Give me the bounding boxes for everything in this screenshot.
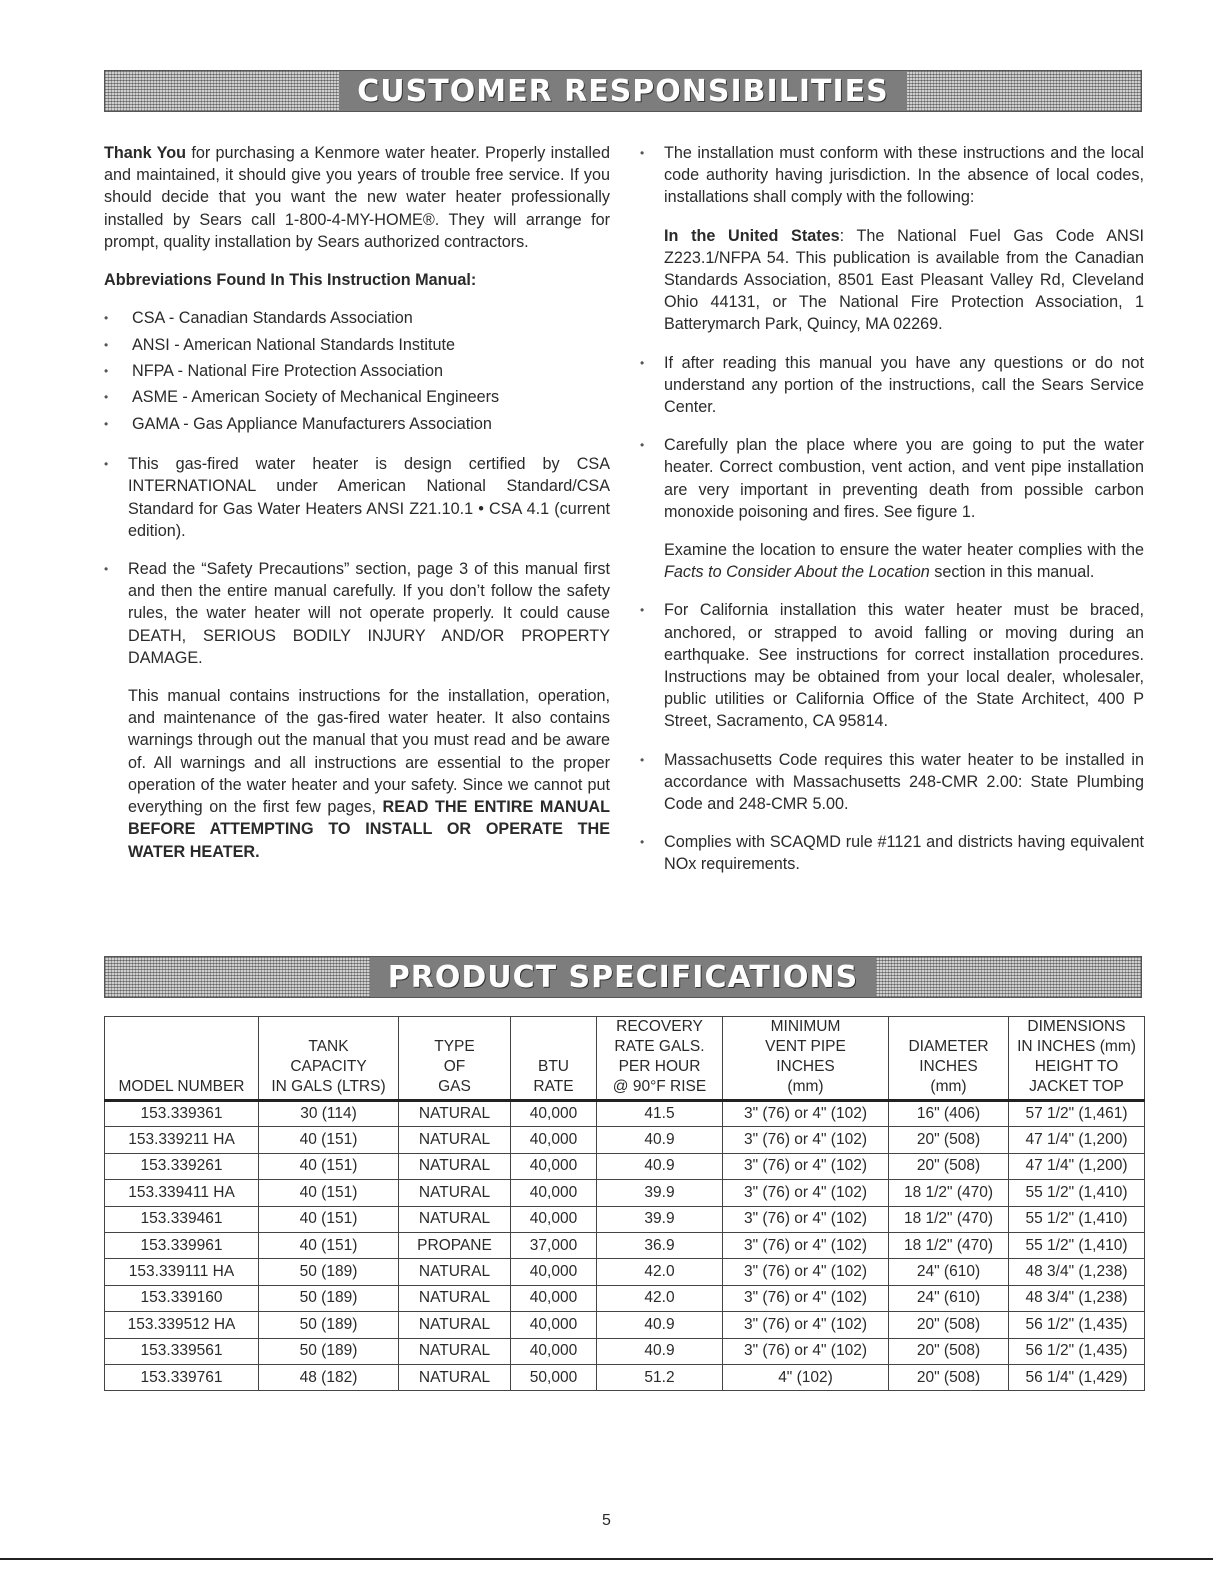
- cell-recovery-rate: 42.0: [597, 1285, 723, 1311]
- specifications-table: [104, 1016, 1145, 1391]
- cell-height-to-jacket-top: 47 1/4" (1,200): [1009, 1127, 1145, 1153]
- cell-diameter: 20" (508): [889, 1338, 1009, 1364]
- manual-contains-text: This manual contains instructions for the installation, operation, and maintenance of the gas-fired water heater. It also contains warnings through out the manual that you must read and be aware of. All warnings and all instructions are essential to the proper operation of the water heater and your safety. Since we cannot put everything on the first few pages,: [128, 687, 610, 817]
- cell-gas-type: NATURAL: [399, 1364, 511, 1390]
- cell-tank-capacity: 50 (189): [259, 1259, 399, 1285]
- cell-model-number: 153.339361: [105, 1101, 259, 1127]
- column-header-line: BTU: [538, 1058, 569, 1075]
- table-row: [105, 1312, 1145, 1338]
- bottom-rule: [0, 1558, 1213, 1560]
- product-specifications-banner: [104, 956, 1142, 998]
- cell-diameter: 16" (406): [889, 1101, 1009, 1127]
- cell-tank-capacity: 48 (182): [259, 1364, 399, 1390]
- column-header-gas-type: [399, 1017, 511, 1101]
- cell-height-to-jacket-top: 56 1/2" (1,435): [1009, 1312, 1145, 1338]
- cell-tank-capacity: 40 (151): [259, 1127, 399, 1153]
- cell-recovery-rate: 36.9: [597, 1232, 723, 1258]
- column-header-recovery-rate: [597, 1017, 723, 1101]
- united-states-text: : The National Fuel Gas Code ANSI Z223.1/NFPA 54. This publication is available from the Canadian Standards Association, 8501 East Pleasant Valley Rd, Cleveland Ohio 44131, or The National Fire Protection Association, 1 Batterymarch Park, Quincy, MA 02269.: [664, 226, 1144, 334]
- column-header-line: (mm): [787, 1078, 824, 1095]
- cell-vent-pipe: 3" (76) or 4" (102): [723, 1285, 889, 1311]
- cell-vent-pipe: 3" (76) or 4" (102): [723, 1206, 889, 1232]
- cell-gas-type: PROPANE: [399, 1232, 511, 1258]
- page-number: 5: [602, 1512, 611, 1529]
- cell-model-number: 153.339961: [105, 1232, 259, 1258]
- cell-height-to-jacket-top: 55 1/2" (1,410): [1009, 1206, 1145, 1232]
- cell-height-to-jacket-top: 56 1/4" (1,429): [1009, 1364, 1145, 1390]
- examine-pre: Examine the location to ensure the water heater complies with the: [664, 541, 1144, 560]
- abbreviations-list: [104, 305, 610, 437]
- cell-height-to-jacket-top: 56 1/2" (1,435): [1009, 1338, 1145, 1364]
- intro-paragraph: [104, 142, 610, 253]
- plan-place-paragraph: • Carefully plan the place where you are going to put the water heater. Correct combustion, vent action, and vent pipe installation are very important in preventing death from possible carbon monoxide poisoning and fires. See figure 1.: [640, 434, 1144, 523]
- intro-bold: Thank You: [104, 144, 187, 162]
- cell-btu-rate: 50,000: [511, 1364, 597, 1390]
- cell-height-to-jacket-top: 47 1/4" (1,200): [1009, 1153, 1145, 1179]
- column-header-line: IN INCHES (mm): [1017, 1038, 1136, 1055]
- manual-contains-paragraph: [104, 685, 610, 863]
- cell-btu-rate: 40,000: [511, 1312, 597, 1338]
- cell-gas-type: NATURAL: [399, 1180, 511, 1206]
- column-header-line: MODEL NUMBER: [118, 1078, 245, 1095]
- cell-gas-type: NATURAL: [399, 1101, 511, 1127]
- cell-recovery-rate: 39.9: [597, 1206, 723, 1232]
- column-header-line: HEIGHT TO: [1034, 1058, 1119, 1075]
- column-header-line: @ 90°F RISE: [612, 1078, 707, 1095]
- cell-model-number: 153.339761: [105, 1364, 259, 1390]
- examine-italic: Facts to Consider About the Location: [664, 563, 930, 582]
- questions-paragraph: • If after reading this manual you have any questions or do not understand any portion of the instructions, call the Sears Service Center.: [640, 352, 1144, 419]
- list-item: • GAMA - Gas Appliance Manufacturers Association: [104, 411, 610, 437]
- table-row: [105, 1364, 1145, 1390]
- cell-recovery-rate: 40.9: [597, 1312, 723, 1338]
- list-item: • ASME - American Society of Mechanical Engineers: [104, 384, 610, 410]
- column-header-line: GAS: [438, 1078, 471, 1095]
- cell-gas-type: NATURAL: [399, 1206, 511, 1232]
- right-column: [640, 142, 1144, 876]
- cell-tank-capacity: 50 (189): [259, 1312, 399, 1338]
- column-header-line: TYPE: [434, 1038, 475, 1055]
- examine-location-paragraph: [640, 539, 1144, 583]
- column-header-line: INCHES: [776, 1058, 835, 1075]
- left-column: [104, 142, 610, 863]
- column-header-line: PER HOUR: [618, 1058, 701, 1075]
- cell-btu-rate: 40,000: [511, 1153, 597, 1179]
- cell-vent-pipe: 3" (76) or 4" (102): [723, 1232, 889, 1258]
- cell-btu-rate: 40,000: [511, 1285, 597, 1311]
- cell-vent-pipe: 3" (76) or 4" (102): [723, 1259, 889, 1285]
- cell-diameter: 18 1/2" (470): [889, 1206, 1009, 1232]
- cell-diameter: 20" (508): [889, 1312, 1009, 1338]
- cell-tank-capacity: 30 (114): [259, 1101, 399, 1127]
- manual-warning-bold: READ THE ENTIRE MANUAL BEFORE ATTEMPTING TO INSTALL OR OPERATE THE WATER HEATER.: [128, 798, 610, 861]
- cell-diameter: 24" (610): [889, 1285, 1009, 1311]
- cell-gas-type: NATURAL: [399, 1127, 511, 1153]
- list-item: • ANSI - American National Standards Institute: [104, 332, 610, 358]
- column-header-line: (mm): [930, 1078, 967, 1095]
- california-paragraph: • For California installation this water heater must be braced, anchored, or strapped to avoid falling or moving during an earthquake. See instructions for correct installation procedures. Instructions may be obtained from your local dealer, wholesaler, public utilities or California Office of the State Architect, 400 P Street, Sacramento, CA 95814.: [640, 599, 1144, 732]
- customer-responsibilities-title: CUSTOMER RESPONSIBILITIES: [339, 71, 906, 111]
- cell-recovery-rate: 41.5: [597, 1101, 723, 1127]
- column-header-line: INCHES: [919, 1058, 978, 1075]
- cell-model-number: 153.339561: [105, 1338, 259, 1364]
- cell-btu-rate: 40,000: [511, 1101, 597, 1127]
- safety-precautions-paragraph: • Read the “Safety Precautions” section, page 3 of this manual first and then the entire manual carefully. If you don’t follow the safety rules, the water heater will not operate properly. It could cause DEATH, SERIOUS BODILY INJURY AND/OR PROPERTY DAMAGE.: [104, 558, 610, 669]
- cell-gas-type: NATURAL: [399, 1153, 511, 1179]
- column-header-line: DIMENSIONS: [1027, 1018, 1126, 1035]
- list-item: • NFPA - National Fire Protection Association: [104, 358, 610, 384]
- table-row: [105, 1206, 1145, 1232]
- cell-diameter: 20" (508): [889, 1127, 1009, 1153]
- column-header-line: RECOVERY: [616, 1018, 703, 1035]
- intro-text: for purchasing a Kenmore water heater. Properly installed and maintained, it should give you years of trouble free service. If you should decide that you want the new water heater professionally installed by Sears call 1-800-4-MY-HOME®. They will arrange for prompt, quality installation by Sears authorized contractors.: [104, 144, 611, 251]
- cell-diameter: 20" (508): [889, 1153, 1009, 1179]
- cell-recovery-rate: 40.9: [597, 1127, 723, 1153]
- column-header-btu-rate: [511, 1017, 597, 1101]
- cell-model-number: 153.339411 HA: [105, 1180, 259, 1206]
- cell-tank-capacity: 40 (151): [259, 1153, 399, 1179]
- cell-diameter: 24" (610): [889, 1259, 1009, 1285]
- product-specifications-title: PRODUCT SPECIFICATIONS: [370, 957, 876, 997]
- cell-btu-rate: 40,000: [511, 1180, 597, 1206]
- cell-gas-type: NATURAL: [399, 1285, 511, 1311]
- cell-recovery-rate: 40.9: [597, 1153, 723, 1179]
- table-row: [105, 1127, 1145, 1153]
- column-header-tank-capacity: [259, 1017, 399, 1101]
- column-header-line: VENT PIPE: [765, 1038, 846, 1055]
- abbreviations-heading: Abbreviations Found In This Instruction Manual:: [104, 271, 477, 290]
- cell-vent-pipe: 3" (76) or 4" (102): [723, 1127, 889, 1153]
- customer-responsibilities-banner: [104, 70, 1142, 112]
- united-states-bold: In the United States: [664, 226, 840, 245]
- cell-vent-pipe: 4" (102): [723, 1364, 889, 1390]
- cell-model-number: 153.339461: [105, 1206, 259, 1232]
- cell-vent-pipe: 3" (76) or 4" (102): [723, 1180, 889, 1206]
- cell-model-number: 153.339261: [105, 1153, 259, 1179]
- cell-height-to-jacket-top: 55 1/2" (1,410): [1009, 1180, 1145, 1206]
- column-header-line: TANK: [308, 1038, 349, 1055]
- installation-conform-paragraph: • The installation must conform with these instructions and the local code authority having jurisdiction. In the absence of local codes, installations shall comply with the following:: [640, 142, 1144, 209]
- cell-recovery-rate: 39.9: [597, 1180, 723, 1206]
- examine-post: section in this manual.: [929, 563, 1095, 582]
- certification-paragraph: • This gas-fired water heater is design certified by CSA INTERNATIONAL under American National Standard/CSA Standard for Gas Water Heaters ANSI Z21.10.1 • CSA 4.1 (current edition).: [104, 453, 610, 542]
- column-header-model-number: [105, 1017, 259, 1101]
- table-header-row: [105, 1017, 1145, 1101]
- cell-model-number: 153.339211 HA: [105, 1127, 259, 1153]
- table-row: [105, 1285, 1145, 1311]
- massachusetts-paragraph: • Massachusetts Code requires this water heater to be installed in accordance with Massachusetts 248-CMR 2.00: State Plumbing Code and 248-CMR 5.00.: [640, 749, 1144, 816]
- scaqmd-paragraph: • Complies with SCAQMD rule #1121 and districts having equivalent NOx requirements.: [640, 831, 1144, 875]
- column-header-line: RATE: [533, 1078, 574, 1095]
- cell-gas-type: NATURAL: [399, 1259, 511, 1285]
- table-row: [105, 1101, 1145, 1127]
- cell-model-number: 153.339160: [105, 1285, 259, 1311]
- cell-gas-type: NATURAL: [399, 1312, 511, 1338]
- column-header-line: RATE GALS.: [614, 1038, 705, 1055]
- cell-vent-pipe: 3" (76) or 4" (102): [723, 1153, 889, 1179]
- cell-height-to-jacket-top: 48 3/4" (1,238): [1009, 1259, 1145, 1285]
- cell-model-number: 153.339512 HA: [105, 1312, 259, 1338]
- column-header-line: JACKET TOP: [1029, 1078, 1124, 1095]
- table-row: [105, 1180, 1145, 1206]
- cell-btu-rate: 40,000: [511, 1206, 597, 1232]
- cell-btu-rate: 40,000: [511, 1338, 597, 1364]
- cell-gas-type: NATURAL: [399, 1338, 511, 1364]
- cell-tank-capacity: 40 (151): [259, 1206, 399, 1232]
- united-states-paragraph: [640, 225, 1144, 336]
- cell-tank-capacity: 40 (151): [259, 1180, 399, 1206]
- cell-vent-pipe: 3" (76) or 4" (102): [723, 1312, 889, 1338]
- cell-model-number: 153.339111 HA: [105, 1259, 259, 1285]
- column-header-vent-pipe: [723, 1017, 889, 1101]
- cell-tank-capacity: 50 (189): [259, 1338, 399, 1364]
- column-header-height-to-jacket-top: [1009, 1017, 1145, 1101]
- column-header-line: MINIMUM: [770, 1018, 841, 1035]
- table-row: [105, 1338, 1145, 1364]
- cell-height-to-jacket-top: 48 3/4" (1,238): [1009, 1285, 1145, 1311]
- column-header-line: CAPACITY: [290, 1058, 367, 1075]
- cell-recovery-rate: 42.0: [597, 1259, 723, 1285]
- cell-vent-pipe: 3" (76) or 4" (102): [723, 1338, 889, 1364]
- column-header-line: IN GALS (LTRS): [271, 1078, 386, 1095]
- list-item: • CSA - Canadian Standards Association: [104, 305, 610, 331]
- table-row: [105, 1232, 1145, 1258]
- cell-height-to-jacket-top: 57 1/2" (1,461): [1009, 1101, 1145, 1127]
- column-header-diameter: [889, 1017, 1009, 1101]
- cell-btu-rate: 37,000: [511, 1232, 597, 1258]
- table-body: [105, 1101, 1145, 1391]
- cell-diameter: 18 1/2" (470): [889, 1232, 1009, 1258]
- column-header-line: OF: [443, 1058, 466, 1075]
- cell-btu-rate: 40,000: [511, 1259, 597, 1285]
- cell-height-to-jacket-top: 55 1/2" (1,410): [1009, 1232, 1145, 1258]
- cell-tank-capacity: 40 (151): [259, 1232, 399, 1258]
- table-row: [105, 1259, 1145, 1285]
- cell-diameter: 20" (508): [889, 1364, 1009, 1390]
- cell-vent-pipe: 3" (76) or 4" (102): [723, 1101, 889, 1127]
- table-row: [105, 1153, 1145, 1179]
- cell-recovery-rate: 40.9: [597, 1338, 723, 1364]
- cell-recovery-rate: 51.2: [597, 1364, 723, 1390]
- cell-diameter: 18 1/2" (470): [889, 1180, 1009, 1206]
- column-header-line: DIAMETER: [908, 1038, 989, 1055]
- cell-btu-rate: 40,000: [511, 1127, 597, 1153]
- cell-tank-capacity: 50 (189): [259, 1285, 399, 1311]
